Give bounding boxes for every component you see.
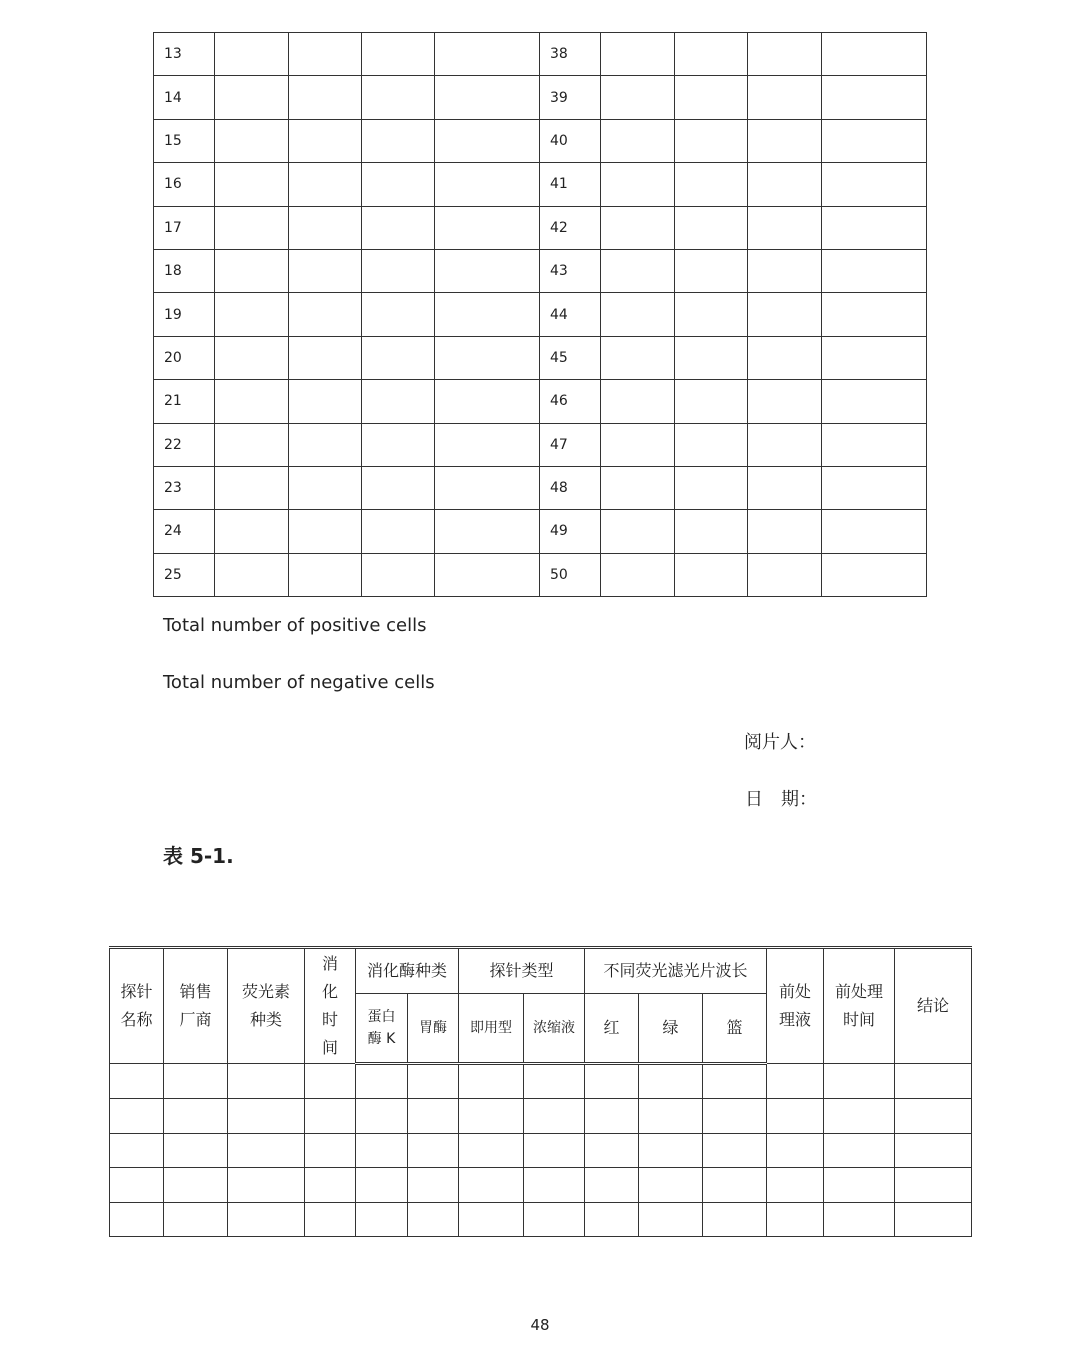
count-table-row — [154, 76, 927, 119]
count-table-row — [154, 380, 927, 423]
count-cell — [435, 466, 540, 509]
count-cell — [748, 293, 822, 336]
probe-table-cell — [524, 1133, 585, 1167]
count-cell — [748, 249, 822, 292]
row-number: 19 — [154, 293, 215, 336]
count-cell — [675, 163, 748, 206]
probe-table-cell — [305, 1064, 356, 1099]
row-number: 25 — [154, 553, 215, 596]
probe-table-cell — [824, 1168, 895, 1202]
probe-table-cell — [305, 1202, 356, 1236]
count-cell — [748, 510, 822, 553]
probe-table-cell — [585, 1202, 639, 1236]
row-number: 38 — [540, 33, 601, 76]
probe-table-cell — [408, 1064, 459, 1099]
probe-table-cell — [228, 1064, 305, 1099]
probe-table-cell — [110, 1202, 164, 1236]
count-cell — [215, 206, 289, 249]
probe-table-cell — [585, 1099, 639, 1133]
count-cell — [675, 336, 748, 379]
probe-table-cell — [524, 1168, 585, 1202]
count-cell — [435, 119, 540, 162]
count-table-row — [154, 249, 927, 292]
count-cell — [748, 380, 822, 423]
count-cell — [601, 249, 675, 292]
count-cell — [601, 293, 675, 336]
probe-table-cell — [228, 1133, 305, 1167]
count-table-row — [154, 293, 927, 336]
count-cell — [748, 336, 822, 379]
header-proteinase-k: 蛋白酶 K — [356, 994, 408, 1064]
count-cell — [289, 33, 362, 76]
count-cell — [675, 466, 748, 509]
probe-table-cell — [524, 1202, 585, 1236]
probe-table-cell — [895, 1202, 972, 1236]
probe-table-cell — [164, 1168, 228, 1202]
count-cell — [601, 336, 675, 379]
count-cell — [289, 293, 362, 336]
count-cell — [748, 423, 822, 466]
row-number: 16 — [154, 163, 215, 206]
probe-table-cell — [110, 1133, 164, 1167]
header-filter-red: 红 — [585, 994, 639, 1064]
probe-table-cell — [767, 1133, 824, 1167]
probe-table-cell — [408, 1202, 459, 1236]
header-probe-type-group: 探针类型 — [459, 948, 585, 994]
probe-table-cell — [585, 1168, 639, 1202]
probe-table-cell — [305, 1168, 356, 1202]
header-fluorescein-type: 荧光素种类 — [228, 948, 305, 1064]
probe-table-cell — [767, 1099, 824, 1133]
probe-table-cell — [703, 1064, 767, 1099]
count-cell — [362, 466, 435, 509]
count-cell — [289, 119, 362, 162]
count-cell — [601, 423, 675, 466]
count-cell — [362, 76, 435, 119]
header-enzyme-group: 消化酶种类 — [356, 948, 459, 994]
count-cell — [289, 510, 362, 553]
count-cell — [215, 249, 289, 292]
probe-table-cell — [305, 1133, 356, 1167]
count-cell — [822, 336, 927, 379]
probe-table-cell — [703, 1133, 767, 1167]
row-number: 21 — [154, 380, 215, 423]
count-cell — [822, 76, 927, 119]
row-number: 48 — [540, 466, 601, 509]
count-cell — [362, 163, 435, 206]
count-cell — [215, 119, 289, 162]
count-cell — [289, 336, 362, 379]
probe-table-cell — [356, 1168, 408, 1202]
count-cell — [748, 163, 822, 206]
header-filter-blue: 篮 — [703, 994, 767, 1064]
count-cell — [675, 33, 748, 76]
count-cell — [675, 76, 748, 119]
probe-table-cell — [639, 1099, 703, 1133]
reader-label: 阅片人： — [744, 732, 816, 753]
header-pretreatment-time: 前处理时间 — [824, 948, 895, 1064]
probe-table-cell — [895, 1168, 972, 1202]
count-cell — [822, 33, 927, 76]
count-cell — [289, 553, 362, 596]
count-cell — [215, 553, 289, 596]
probe-table-cell — [228, 1202, 305, 1236]
count-cell — [822, 163, 927, 206]
count-cell — [675, 119, 748, 162]
probe-table-row — [110, 1168, 972, 1202]
probe-table-cell — [408, 1099, 459, 1133]
probe-table-cell — [639, 1133, 703, 1167]
count-cell — [362, 553, 435, 596]
count-cell — [435, 380, 540, 423]
count-cell — [748, 206, 822, 249]
count-cell — [215, 163, 289, 206]
header-pepsin: 胃酶 — [408, 994, 459, 1064]
count-cell — [215, 380, 289, 423]
count-table-row — [154, 119, 927, 162]
count-cell — [362, 119, 435, 162]
count-cell — [289, 466, 362, 509]
count-cell — [289, 163, 362, 206]
count-cell — [748, 119, 822, 162]
probe-table-cell — [824, 1099, 895, 1133]
row-number: 49 — [540, 510, 601, 553]
probe-table-cell — [228, 1168, 305, 1202]
probe-table-body — [110, 1064, 972, 1237]
probe-table-row — [110, 1064, 972, 1099]
probe-table-cell — [408, 1168, 459, 1202]
probe-table-cell — [164, 1099, 228, 1133]
count-table-row — [154, 423, 927, 466]
count-cell — [822, 119, 927, 162]
row-number: 24 — [154, 510, 215, 553]
count-cell — [748, 33, 822, 76]
probe-table-cell — [824, 1133, 895, 1167]
header-conclusion: 结论 — [895, 948, 972, 1064]
count-cell — [215, 510, 289, 553]
count-cell — [435, 33, 540, 76]
count-cell — [822, 206, 927, 249]
count-cell — [675, 423, 748, 466]
probe-table-row — [110, 1133, 972, 1167]
header-probe-name: 探针名称 — [110, 948, 164, 1064]
probe-table-cell — [895, 1099, 972, 1133]
probe-table-cell — [524, 1099, 585, 1133]
count-cell — [289, 249, 362, 292]
probe-table-cell — [703, 1168, 767, 1202]
count-cell — [748, 553, 822, 596]
count-cell — [675, 553, 748, 596]
count-cell — [822, 423, 927, 466]
count-cell — [822, 510, 927, 553]
count-cell — [675, 380, 748, 423]
row-number: 23 — [154, 466, 215, 509]
count-cell — [215, 33, 289, 76]
count-cell — [362, 206, 435, 249]
row-number: 41 — [540, 163, 601, 206]
probe-table-cell — [524, 1064, 585, 1099]
cell-count-table-body — [154, 33, 927, 597]
count-cell — [822, 293, 927, 336]
row-number: 50 — [540, 553, 601, 596]
count-cell — [748, 76, 822, 119]
probe-table-cell — [164, 1202, 228, 1236]
count-cell — [289, 76, 362, 119]
row-number: 15 — [154, 119, 215, 162]
probe-table-cell — [459, 1133, 524, 1167]
row-number: 14 — [154, 76, 215, 119]
count-cell — [362, 380, 435, 423]
probe-table-cell — [639, 1064, 703, 1099]
count-cell — [822, 553, 927, 596]
probe-table-cell — [110, 1064, 164, 1099]
count-cell — [822, 380, 927, 423]
probe-table-cell — [164, 1064, 228, 1099]
count-table-row — [154, 553, 927, 596]
probe-table-cell — [639, 1168, 703, 1202]
count-cell — [435, 293, 540, 336]
header-concentrate: 浓缩液 — [524, 994, 585, 1064]
header-filter-green: 绿 — [639, 994, 703, 1064]
probe-table-cell — [356, 1099, 408, 1133]
count-cell — [362, 293, 435, 336]
count-cell — [675, 510, 748, 553]
count-cell — [215, 423, 289, 466]
probe-table-cell — [895, 1064, 972, 1099]
row-number: 39 — [540, 76, 601, 119]
cell-count-table — [153, 32, 927, 597]
probe-table-cell — [110, 1099, 164, 1133]
count-cell — [435, 249, 540, 292]
row-number: 44 — [540, 293, 601, 336]
row-number: 46 — [540, 380, 601, 423]
probe-table-cell — [459, 1168, 524, 1202]
count-cell — [289, 206, 362, 249]
count-cell — [435, 553, 540, 596]
count-cell — [601, 33, 675, 76]
probe-table-cell — [459, 1064, 524, 1099]
count-table-row — [154, 466, 927, 509]
count-table-row — [154, 336, 927, 379]
row-number: 17 — [154, 206, 215, 249]
count-cell — [601, 163, 675, 206]
row-number: 40 — [540, 119, 601, 162]
count-cell — [289, 423, 362, 466]
count-cell — [435, 336, 540, 379]
probe-table-cell — [356, 1202, 408, 1236]
row-number: 13 — [154, 33, 215, 76]
count-cell — [435, 163, 540, 206]
row-number: 22 — [154, 423, 215, 466]
count-cell — [289, 380, 362, 423]
probe-table-cell — [824, 1202, 895, 1236]
probe-table-cell — [767, 1168, 824, 1202]
header-digestion-time: 消化时间 — [305, 948, 356, 1064]
count-cell — [822, 466, 927, 509]
count-cell — [435, 76, 540, 119]
count-cell — [601, 76, 675, 119]
count-table-row — [154, 163, 927, 206]
probe-table-cell — [703, 1202, 767, 1236]
count-cell — [601, 466, 675, 509]
row-number: 45 — [540, 336, 601, 379]
page-number: 48 — [530, 1316, 550, 1334]
probe-table-cell — [305, 1099, 356, 1133]
count-cell — [435, 510, 540, 553]
header-ready-to-use: 即用型 — [459, 994, 524, 1064]
header-vendor: 销售厂商 — [164, 948, 228, 1064]
probe-table-cell — [585, 1133, 639, 1167]
probe-table-cell — [895, 1133, 972, 1167]
probe-table-cell — [164, 1133, 228, 1167]
row-number: 42 — [540, 206, 601, 249]
count-cell — [675, 293, 748, 336]
probe-table-cell — [767, 1064, 824, 1099]
probe-table-cell — [356, 1133, 408, 1167]
probe-table-cell — [110, 1168, 164, 1202]
probe-table-cell — [459, 1099, 524, 1133]
probe-table-cell — [459, 1202, 524, 1236]
probe-table-cell — [228, 1099, 305, 1133]
probe-table — [109, 946, 972, 1237]
count-cell — [215, 76, 289, 119]
count-cell — [601, 206, 675, 249]
header-pretreatment-solution: 前处理液 — [767, 948, 824, 1064]
row-number: 20 — [154, 336, 215, 379]
count-cell — [362, 336, 435, 379]
probe-table-header-row-1 — [110, 948, 972, 994]
probe-table-cell — [824, 1064, 895, 1099]
probe-table-cell — [703, 1099, 767, 1133]
count-cell — [675, 206, 748, 249]
count-cell — [435, 423, 540, 466]
count-table-row — [154, 510, 927, 553]
probe-table-cell — [639, 1202, 703, 1236]
table-caption: 表 5-1. — [163, 844, 234, 868]
count-cell — [748, 466, 822, 509]
row-number: 47 — [540, 423, 601, 466]
probe-table-cell — [767, 1202, 824, 1236]
count-cell — [601, 553, 675, 596]
count-cell — [362, 33, 435, 76]
probe-table-cell — [356, 1064, 408, 1099]
total-positive-label: Total number of positive cells — [163, 615, 427, 636]
count-cell — [362, 249, 435, 292]
count-cell — [601, 380, 675, 423]
count-cell — [362, 423, 435, 466]
count-cell — [435, 206, 540, 249]
count-cell — [215, 466, 289, 509]
row-number: 43 — [540, 249, 601, 292]
total-negative-label: Total number of negative cells — [163, 672, 435, 693]
probe-table-row — [110, 1202, 972, 1236]
count-cell — [601, 119, 675, 162]
count-cell — [362, 510, 435, 553]
date-label: 日 期： — [745, 789, 817, 810]
count-cell — [601, 510, 675, 553]
count-table-row — [154, 206, 927, 249]
count-cell — [215, 336, 289, 379]
probe-table-row — [110, 1099, 972, 1133]
probe-table-cell — [585, 1064, 639, 1099]
header-filter-group: 不同荧光滤光片波长 — [585, 948, 767, 994]
row-number: 18 — [154, 249, 215, 292]
probe-table-cell — [408, 1133, 459, 1167]
count-cell — [675, 249, 748, 292]
count-cell — [215, 293, 289, 336]
count-table-row — [154, 33, 927, 76]
count-cell — [822, 249, 927, 292]
